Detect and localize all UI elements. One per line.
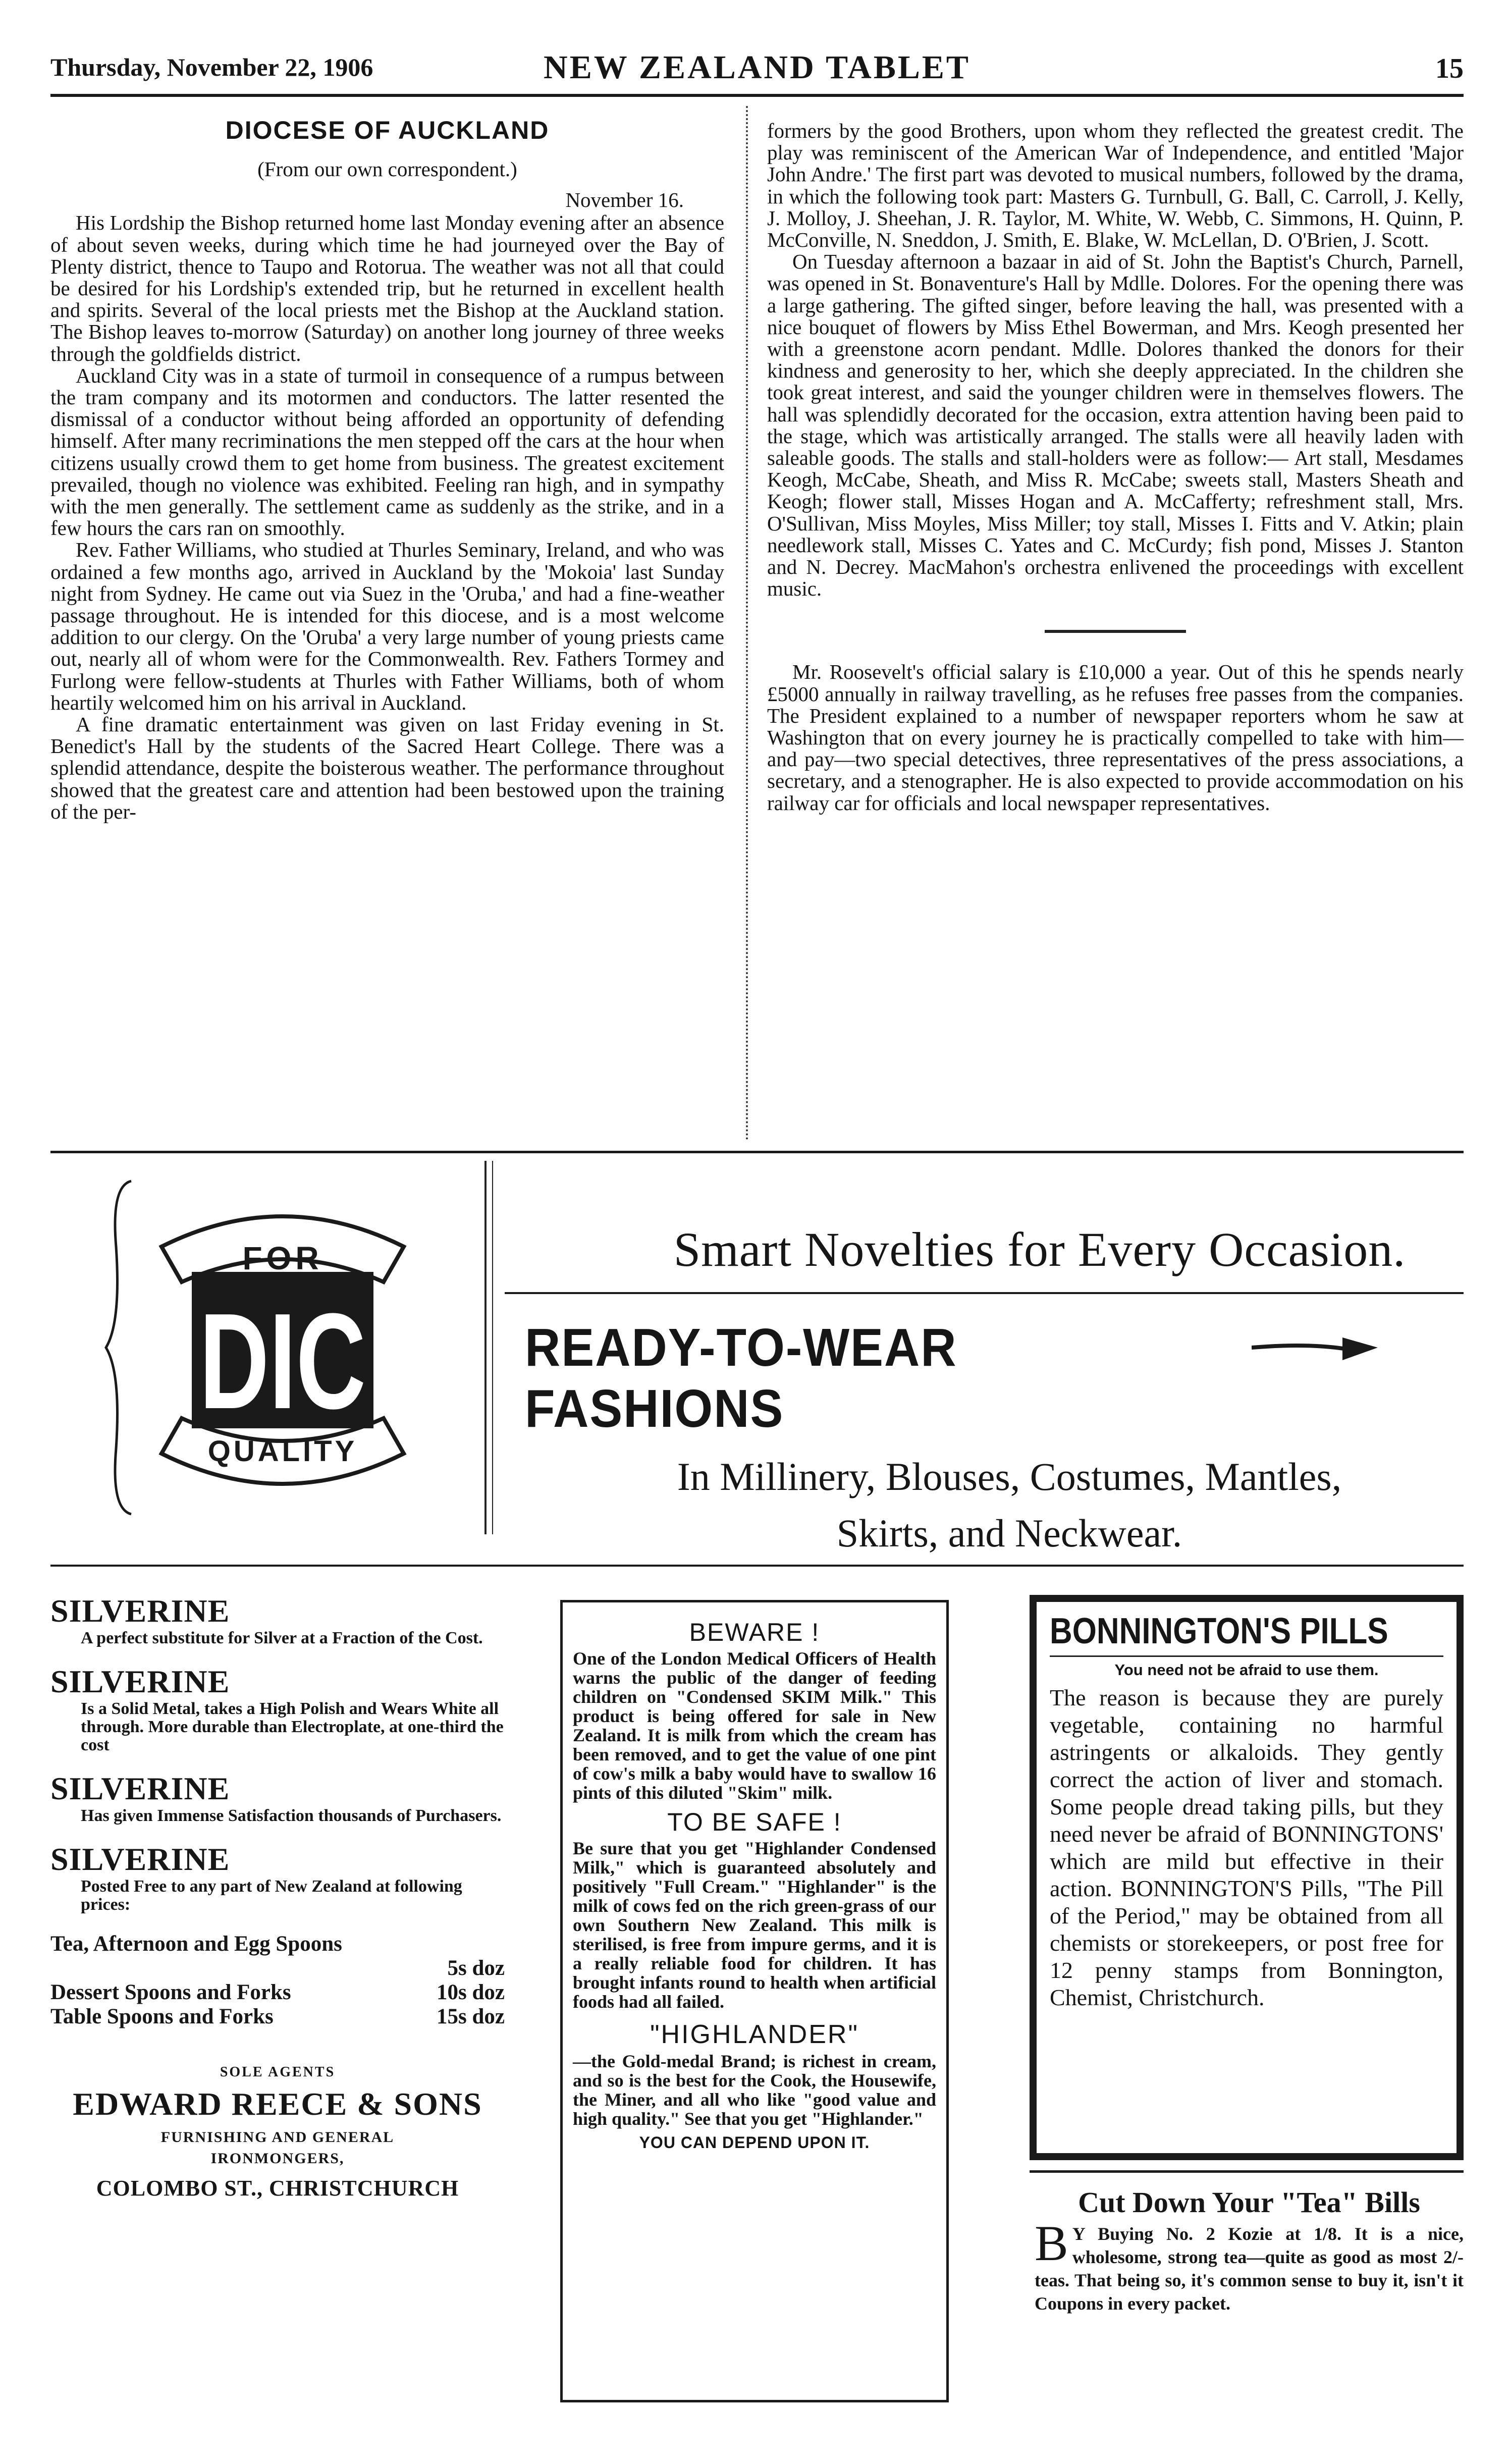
tea-text-block [1035, 2215, 1464, 2315]
firm-trade-line: FURNISHING AND GENERAL [160, 2129, 395, 2146]
price-value: 10s doz [437, 1980, 505, 2004]
bonnington-subheading: You need not be afraid to use them. [1050, 1655, 1443, 1679]
silverine-claim: Posted Free to any part of New Zealand at following prices: [81, 1877, 462, 1914]
millinery-line-2: Skirts, and Neckwear. [836, 1511, 1182, 1555]
price-row [50, 1932, 505, 1956]
silverine-heading: SILVERINE [50, 1841, 230, 1877]
price-row [50, 2005, 505, 2029]
ready-to-wear-headline: READY-TO-WEAR FASHIONS [525, 1318, 957, 1438]
paragraph: formers by the good Brothers, upon whom they reflected the greatest credit. The play was reminiscent of the American War of Independence, and entitled 'Major John Andre.' The first part was devoted to musical numbers, followed by the drama, in which the following took part: Masters G. Turnbull, G. Ball, C. Carroll, J. Kelly, J. Molloy, J. Sheehan, J. R. Taylor, M. White, W. Webb, C. Simmons, H. Quinn, P. McConville, N. Sneddon, J. Smith, E. Blake, W. McLellan, D. O'Brien, J. Scott. [767, 119, 1464, 252]
silverine-claim: A perfect substitute for Silver at a Fraction of the Cost. [81, 1629, 483, 1647]
silverine-claim: Is a Solid Metal, takes a High Polish and Wears White all through. More durable than Electroplate, at one-third the cost [81, 1699, 504, 1754]
firm-trade-line: IRONMONGERS, [210, 2150, 345, 2167]
tea-ad-rule [1030, 2170, 1464, 2173]
beware-text: One of the London Medical Officers of Health warns the public of the danger of feeding children on "Condensed SKIM Milk." This product is being offered for sale in New Zealand. It is milk from which the cream has been removed, and to get the value of one pint of cow's milk a baby would have to swallow 16 pints of this diluted "Skim" milk. [573, 1648, 936, 1803]
paragraph: His Lordship the Bishop returned home last Monday evening after an absence of about seven weeks, during which time he had journeyed over the Bay of Plenty district, thence to Taupo and Rotorua. The weather was not all that could be desired for his Lordship's extended trip, but he returned in excellent health and spirits. Several of the local priests met the Bishop at the Auckland station. The Bishop leaves to-morrow (Saturday) on another long journey of three weeks through the goldfields district. [50, 211, 724, 365]
ads-top-rule [50, 1565, 1464, 1567]
sole-agents-label: SOLE AGENTS [220, 2064, 336, 2080]
curly-bracket [106, 1181, 131, 1514]
price-row [50, 1980, 505, 2005]
dic-ad-divider [492, 1161, 493, 1534]
firm-name: EDWARD REECE & SONS [73, 2086, 482, 2122]
price-item: Table Spoons and Forks [50, 2005, 274, 2028]
beware-footer: YOU CAN DEPEND UPON IT. [639, 2133, 870, 2152]
masthead-rule [50, 94, 1464, 97]
silverine-heading: SILVERINE [50, 1664, 230, 1699]
article-diocese-auckland [50, 115, 724, 823]
tea-text: Y Buying No. 2 Kozie at 1/8. It is a nice, wholesome, strong tea—quite as good as most 2/- teas. That being so, it's common sense to buy it, isn't it Coupons in every packet. [1035, 2224, 1464, 2314]
tea-ad [1035, 2185, 1464, 2315]
article-title: DIOCESE OF AUCKLAND [225, 116, 550, 144]
firm-address: COLOMBO ST., CHRISTCHURCH [96, 2176, 459, 2201]
tea-heading: Cut Down Your "Tea" Bills [1078, 2186, 1420, 2219]
firm-trade [50, 2127, 505, 2169]
article-byline: (From our own correspondent.) [257, 157, 517, 181]
paragraph: On Tuesday afternoon a bazaar in aid of St. John the Baptist's Church, Parnell, was opened in St. Bonaventure's Hall by Mdlle. Dolores. For the opening there was a large gathering. The gifted singer, before leaving the hall, was presented with a nice bouquet of flowers by Miss Ethel Bowerman, and Mrs. Keogh presented her with a greenstone acorn pendant. Mdlle. Dolores thanked the donors for their kindness and generosity to her, which she deeply appreciated. In the children she took great interest, and said the younger children were in themselves flowers. The hall was splendidly decorated for the occasion, extra attention having been paid to the stage, which was artistically arranged. The stalls were all heavily laden with saleable goods. The stalls and stall-holders were as follow:— Art stall, Mesdames Keogh, McCabe, Sheath, and Miss R. McCabe; sweets stall, Masters Sheath and Keogh; flower stall, Misses Hogan and A. McCafferty; refreshment stall, Mrs. O'Sullivan, Miss Moyles, Miss Miller; toy stall, Misses I. Fitts and V. Atkin; plain needlework stall, Misses C. Yates and C. McCurdy; fish pond, Misses J. Stanton and N. Decrey. MacMahon's orchestra enlivened the proceedings with excellent music. [767, 250, 1464, 601]
article-continued [767, 120, 1464, 814]
paragraph: Auckland City was in a state of turmoil in consequence of a rumpus between the tram company and its motormen and conductors. The latter resented the dismissal of a conductor without being afforded an opportunity of defending himself. After many recriminations the men stepped off the cars at the hour when citizens usually crowd them to get home from business. The greatest excitement prevailed, though no violence was exhibited. Feeling ran high, and in sympathy with the men generally. The settlement came as suddenly as the strike, and in a few hours the cars ran on smoothly. [50, 363, 724, 540]
arrow-icon [1252, 1327, 1383, 1368]
price-item: Tea, Afternoon and Egg Spoons [50, 1932, 342, 1956]
beware-ad [560, 1600, 949, 2402]
bonnington-heading: BONNINGTON'S PILLS [1050, 1611, 1388, 1651]
section-separator [1045, 630, 1186, 633]
silverine-heading: SILVERINE [50, 1593, 230, 1629]
paragraph: A fine dramatic entertainment was given on last Friday evening in St. Benedict's Hall by the students of the Sacred Heart College. There was a splendid attendance, despite the boisterous weather. The performance throughout showed that the greatest care and attention had been bestowed upon the training of the per- [50, 713, 724, 823]
bonnington-ad [1030, 1595, 1464, 2160]
paragraph-roosevelt: Mr. Roosevelt's official salary is £10,000 a year. Out of this he spends nearly £5000 annually in railway travelling, as he refuses free passes from the companies. The President explained to a number of newspaper reporters whom he saw at Washington that on every journey he is practically compelled to take with him—and pay—two special detectives, three representatives of the press associations, a secretary, and a stenographer. He is also expected to provide accommodation on his railway car for officials and local newspaper representatives. [767, 660, 1464, 815]
column-divider [746, 106, 748, 1141]
dic-ad-divider [484, 1161, 487, 1534]
bonnington-text: The reason is because they are purely vegetable, containing no harmful astringents or alkaloids. They gently correct the action of liver and stomach. Some people dread taking pills, but they need never be afraid of BONNINGTONS' which are mild but effective in their action. BONNINGTON'S Pills, "The Pill of the Period," may be obtained from all chemists or storekeepers, or post free for 12 penny stamps from Bonnington, Chemist, Christchurch. [1050, 1685, 1443, 2010]
page-number: 15 [1435, 53, 1464, 84]
safe-text: Be sure that you get "Highlander Condensed Milk," which is guaranteed absolutely and positively "Full Cream." "Highlander" is the milk of cows fed on the rich green-grass of our own Southern New Zealand. This milk is sterilised, is free from impure germs, and it is a really reliable food for children. It has brought infants round to health when artificial foods had all failed. [573, 1838, 936, 2012]
article-dateline: November 16. [565, 188, 684, 212]
price-row [50, 1956, 505, 1980]
price-value: 15s doz [437, 2005, 505, 2028]
price-value: 5s doz [447, 1956, 505, 1980]
smart-novelties-headline: Smart Novelties for Every Occasion. [673, 1222, 1406, 1276]
silverine-heading: SILVERINE [50, 1771, 230, 1806]
price-item: Dessert Spoons and Forks [50, 1980, 291, 2004]
millinery-line [555, 1449, 1464, 1562]
smart-novelties-rule [505, 1292, 1464, 1294]
dic-for-word: FOR [242, 1240, 323, 1276]
millinery-line-1: In Millinery, Blouses, Costumes, Mantles, [677, 1455, 1342, 1498]
dic-logo [101, 1171, 464, 1524]
newspaper-title: NEW ZEALAND TABLET [544, 49, 970, 86]
silverine-claim: Has given Immense Satisfaction thousands of Purchasers. [81, 1806, 502, 1825]
beware-heading: BEWARE ! [689, 1618, 820, 1646]
dic-emblem [161, 1216, 404, 1484]
silverine-ad [50, 1595, 505, 2201]
articles-bottom-rule [50, 1151, 1464, 1153]
tea-dropcap: B [1035, 2215, 1068, 2271]
dic-quality-word: QUALITY [207, 1435, 358, 1468]
highlander-brand: "HIGHLANDER" [650, 2020, 859, 2049]
dic-monogram: DIC [199, 1285, 366, 1437]
issue-date: Thursday, November 22, 1906 [50, 53, 373, 81]
highlander-text: —the Gold-medal Brand; is richest in cream, and so is the best for the Cook, the Housewife, the Miner, and all who like "good value and high quality." See that you get "Highlander." [573, 2051, 936, 2129]
masthead [50, 48, 1464, 89]
safe-heading: TO BE SAFE ! [667, 1808, 842, 1836]
paragraph: Rev. Father Williams, who studied at Thurles Seminary, Ireland, and who was ordained a few months ago, arrived in Auckland by the 'Mokoia' last Sunday night from Sydney. He came out via Suez in the 'Oruba,' and had a fine-weather passage throughout. He is intended for this diocese, and is a most welcome addition to our clergy. On the 'Oruba' a very large number of young priests came out, nearly all of whom were for the Commonwealth. Rev. Fathers Tormey and Furlong were fellow-students at Thurles with Father Williams, both of whom heartily welcomed him on his arrival in Auckland. [50, 538, 724, 714]
